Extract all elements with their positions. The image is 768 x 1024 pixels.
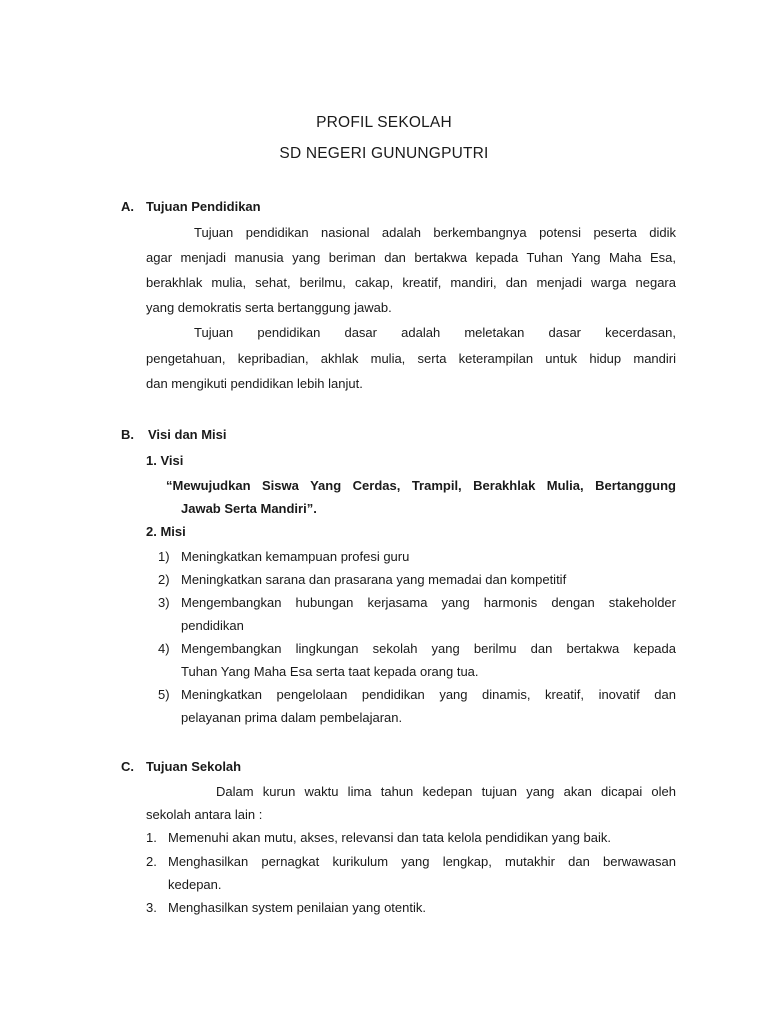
paragraph-line: pengetahuan, kepribadian, akhlak mulia, serta keterampilan untuk hidup mandiri [146, 351, 676, 366]
misi-item: Meningkatkan kemampuan profesi guru [181, 549, 410, 564]
goal-item: Menghasilkan system penilaian yang otentik. [168, 900, 426, 915]
paragraph-line: dan mengikuti pendidikan lebih lanjut. [146, 376, 363, 391]
misi-item: pelayanan prima dalam pembelajaran. [181, 710, 403, 725]
misi-number: 5) [158, 687, 170, 702]
misi-item: pendidikan [181, 618, 244, 633]
paragraph-line: Tujuan pendidikan nasional adalah berkembangnya potensi peserta didik [194, 225, 676, 240]
misi-number: 3) [158, 595, 170, 610]
paragraph-line: sekolah antara lain : [146, 807, 263, 822]
paragraph-line: agar menjadi manusia yang beriman dan bertakwa kepada Tuhan Yang Maha Esa, [146, 250, 676, 265]
paragraph-line: berakhlak mulia, sehat, berilmu, cakap, kreatif, mandiri, dan menjadi warga negara [146, 275, 676, 290]
visi-text-line: “Mewujudkan Siswa Yang Cerdas, Trampil, Berakhlak Mulia, Bertanggung [166, 478, 676, 493]
goal-number: 1. [146, 830, 157, 845]
goal-item: kedepan. [168, 877, 222, 892]
paragraph-line: Tujuan pendidikan dasar adalah meletakan dasar kecerdasan, [194, 325, 676, 340]
section-c-heading: Tujuan Sekolah [146, 759, 242, 774]
goal-number: 3. [146, 900, 157, 915]
section-a-heading: Tujuan Pendidikan [146, 199, 261, 214]
goal-item: Menghasilkan pernagkat kurikulum yang lengkap, mutakhir dan berwawasan [168, 854, 676, 869]
misi-item: Tuhan Yang Maha Esa serta taat kepada orang tua. [181, 664, 479, 679]
paragraph-line: Dalam kurun waktu lima tahun kedepan tujuan yang akan dicapai oleh [216, 784, 676, 799]
misi-heading: 2. Misi [146, 524, 186, 539]
misi-item: Mengembangkan lingkungan sekolah yang berilmu dan bertakwa kepada [181, 641, 676, 656]
section-b-letter: B. [121, 427, 134, 442]
visi-text-line: Jawab Serta Mandiri”. [181, 501, 317, 516]
paragraph-line: yang demokratis serta bertanggung jawab. [146, 300, 392, 315]
misi-number: 1) [158, 549, 170, 564]
goal-item: Memenuhi akan mutu, akses, relevansi dan tata kelola pendidikan yang baik. [168, 830, 611, 845]
misi-item: Meningkatkan pengelolaan pendidikan yang dinamis, kreatif, inovatif dan [181, 687, 676, 702]
section-a-letter: A. [121, 199, 134, 214]
misi-item: Mengembangkan hubungan kerjasama yang harmonis dengan stakeholder [181, 595, 676, 610]
document-subtitle: SD NEGERI GUNUNGPUTRI [279, 145, 489, 162]
misi-number: 2) [158, 572, 170, 587]
section-b-heading: Visi dan Misi [148, 427, 227, 442]
misi-item: Meningkatkan sarana dan prasarana yang memadai dan kompetitif [181, 572, 567, 587]
document-title: PROFIL SEKOLAH [316, 114, 452, 131]
misi-number: 4) [158, 641, 170, 656]
visi-heading: 1. Visi [146, 453, 184, 468]
section-c-letter: C. [121, 759, 134, 774]
goal-number: 2. [146, 854, 157, 869]
